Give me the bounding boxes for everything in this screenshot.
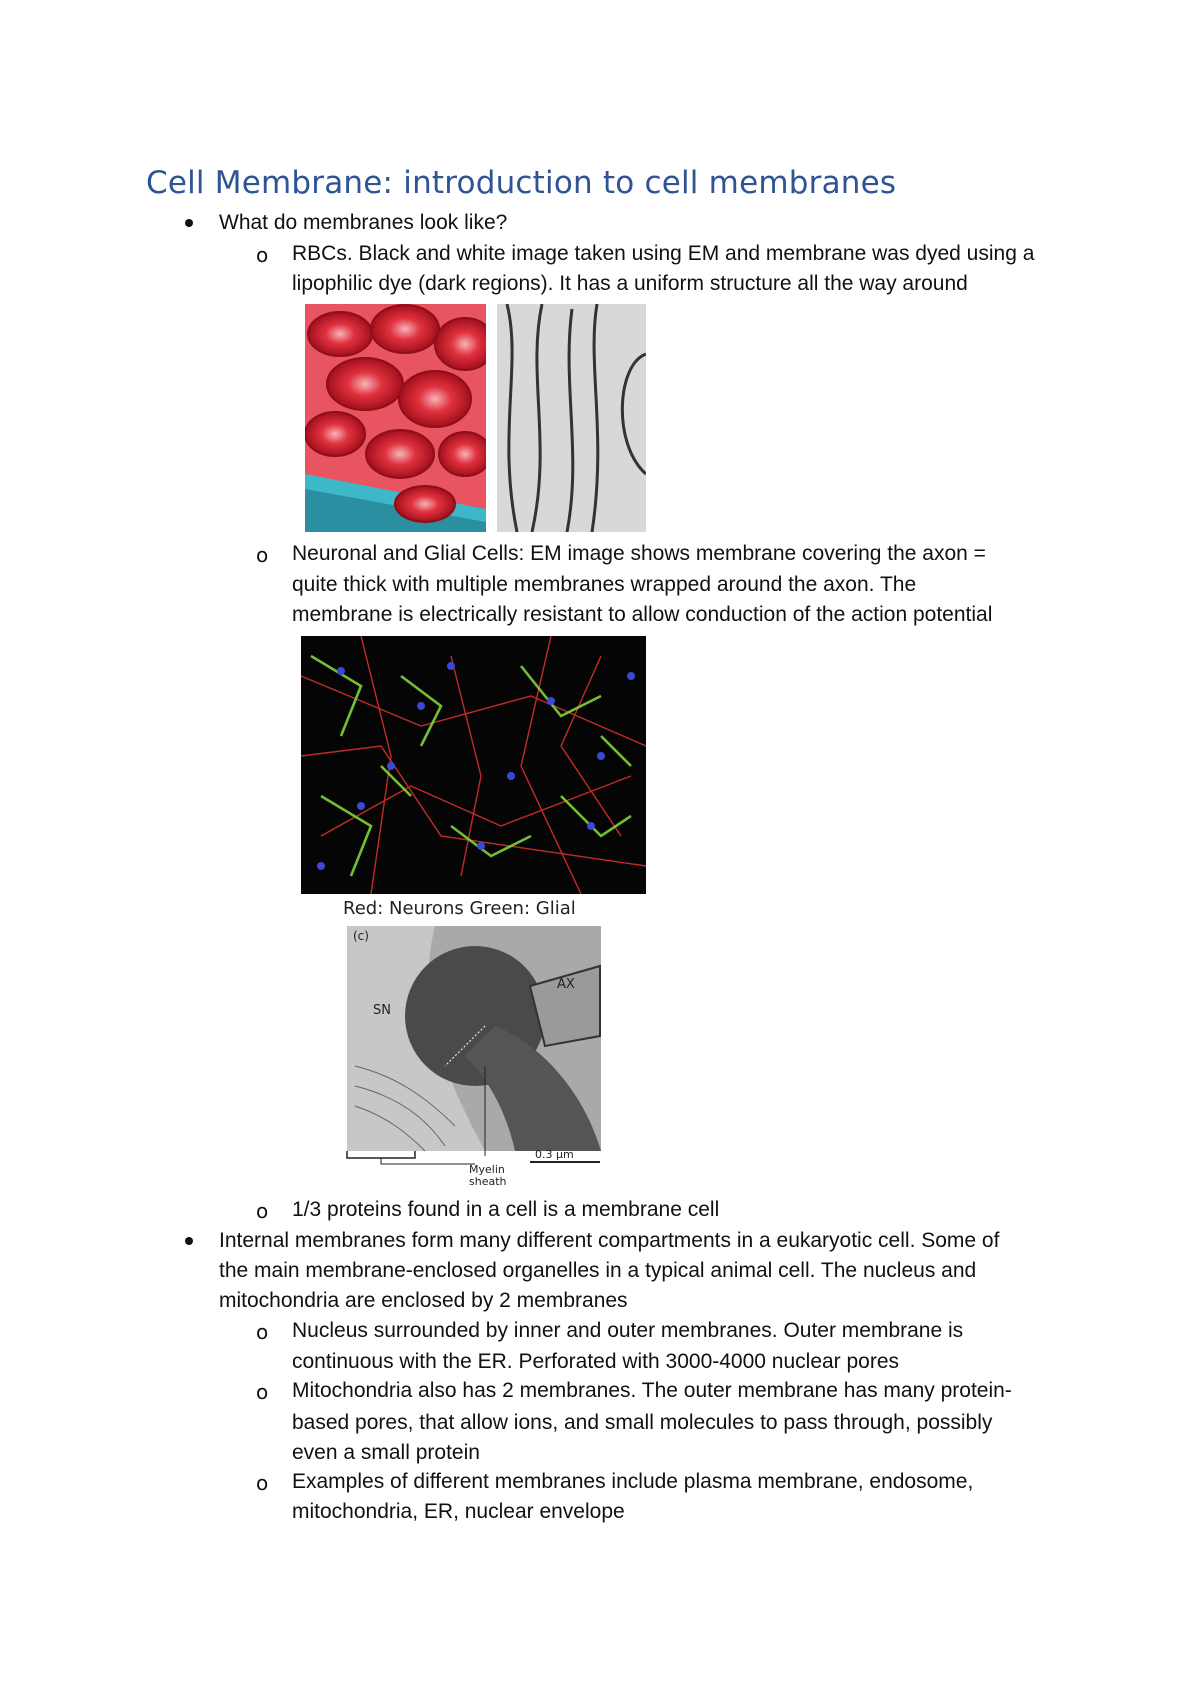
bullet-text: Internal membranes form many different compartments in a eukaryotic cell. Some of (219, 1229, 1000, 1252)
em-myelin-label: Myelin (469, 1163, 505, 1176)
bullet-text: mitochondria are enclosed by 2 membranes (219, 1289, 628, 1312)
figure-caption: Red: Neurons Green: Glial (343, 898, 576, 919)
em-sn-label: SN (373, 1003, 391, 1018)
sub-bullet: o (256, 1320, 269, 1344)
sub-bullet-text: continuous with the ER. Perforated with 3000-4000 nuclear pores (292, 1350, 900, 1373)
sub-bullet-text: Nucleus surrounded by inner and outer membranes. Outer membrane is (292, 1319, 964, 1342)
sub-bullet-text: Neuronal and Glial Cells: EM image shows membrane covering the axon = (292, 542, 986, 565)
sub-bullet: o (256, 1380, 269, 1404)
sub-bullet-text: quite thick with multiple membranes wrapped around the axon. The (292, 573, 917, 596)
sub-bullet-text: based pores, that allow ions, and small molecules to pass through, possibly (292, 1411, 993, 1434)
fluorescence-image (301, 636, 646, 894)
sub-bullet-text: Examples of different membranes include plasma membrane, endosome, (292, 1470, 974, 1493)
sub-bullet-text: lipophilic dye (dark regions). It has a uniform structure all the way around (292, 272, 968, 295)
sub-bullet: o (256, 1471, 269, 1495)
sub-bullet-text: even a small protein (292, 1441, 480, 1464)
bullet-dot (185, 219, 193, 227)
sub-bullet-text: 1/3 proteins found in a cell is a membrane cell (292, 1198, 720, 1221)
sub-bullet-text: mitochondria, ER, nuclear envelope (292, 1500, 625, 1523)
bullet-dot (185, 1237, 193, 1245)
sub-bullet-text: Mitochondria also has 2 membranes. The outer membrane has many protein- (292, 1379, 1012, 1402)
sub-bullet: o (256, 243, 269, 267)
sub-bullet-text: membrane is electrically resistant to allow conduction of the action potential (292, 603, 993, 626)
bullet-text: the main membrane-enclosed organelles in a typical animal cell. The nucleus and (219, 1259, 977, 1282)
em-panel-label: (c) (353, 929, 369, 943)
sub-bullet-text: RBCs. Black and white image taken using EM and membrane was dyed using a (292, 242, 1035, 265)
bullet-text: What do membranes look like? (219, 211, 508, 234)
em-scale-label: 0.3 µm (535, 1148, 574, 1161)
sub-bullet: o (256, 1199, 269, 1223)
rbc-image (305, 304, 486, 532)
em-myelin-image (345, 926, 603, 1188)
page-title: Cell Membrane: introduction to cell membranes (146, 165, 897, 201)
em-sheath-label: sheath (469, 1175, 507, 1188)
sub-bullet: o (256, 543, 269, 567)
em-ax-label: AX (557, 977, 575, 992)
em-membrane-image (497, 304, 646, 532)
